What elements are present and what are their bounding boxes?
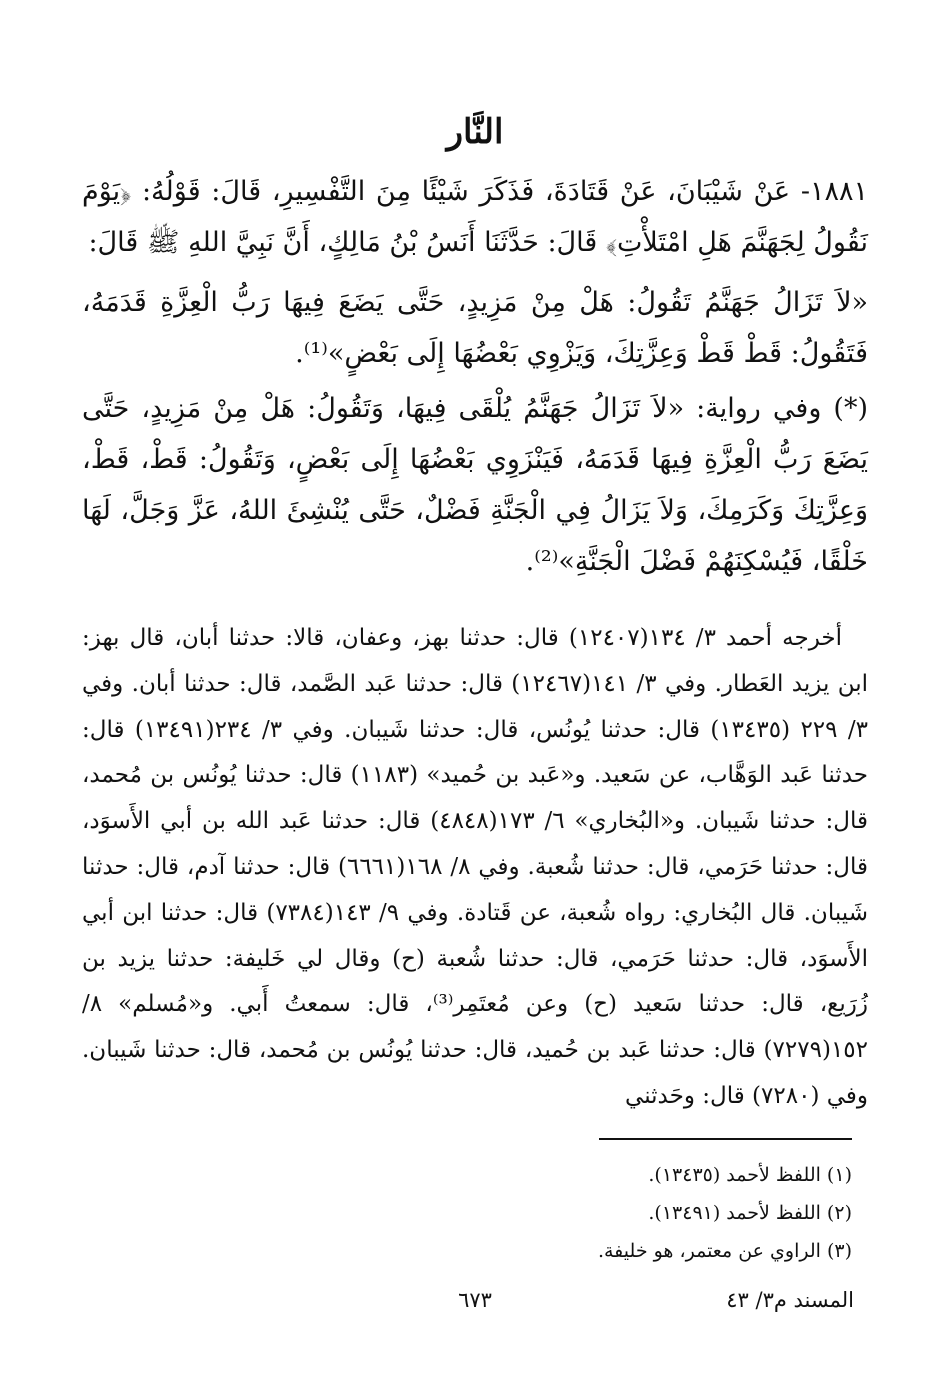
hadith-text [82, 166, 868, 587]
footnote-separator [599, 1138, 852, 1140]
footnote-3: (٣) الراوي عن معتمر، هو خليفة. [597, 1240, 852, 1262]
chapter-title: النَّار [446, 112, 504, 152]
page-footer [0, 1288, 950, 1328]
hadith-variant-narration: (*) وفي رواية: «لاَ تَزَالُ جَهَنَّمُ يُلْقَى فِيهَا، وَتَقُولُ: هَلْ مِنْ مَزِيدٍ، حَتَّى يَضَعَ رَبُّ الْعِزَّةِ فِيهَا قَدَمَهُ، فَيَنْزَوِي بَعْضُهَا إِلَى بَعْضٍ، وَتَقُولُ: قَطْ، قَطْ، وَعِزَّتِكَ وَكَرَمِكَ، وَلاَ يَزَالُ فِي الْجَنَّةِ فَضْلٌ، حَتَّى يُنْشِئَ اللهُ، عَزَّ وَجَلَّ، لَهَا خَلْقًا، فَيُسْكِنَهُمْ فَضْلَ الْجَنَّةِ»⁽²⁾. [82, 393, 868, 577]
page-number: ٦٧٣ [458, 1288, 492, 1312]
footnotes [152, 1156, 852, 1270]
printer-signature: المسند م٣/ ٤٣ [726, 1288, 854, 1312]
hadith-opening: ١٨٨١- عَنْ شَيْبَانَ، عَنْ قَتَادَةَ، فَذَكَرَ شَيْئًا مِنَ التَّفْسِيرِ، قَالَ: قَوْلُهُ: ﴿يَوْمَ نَقُولُ لِجَهَنَّمَ هَلِ امْتَلأْتِ﴾ قَالَ: حَدَّثَنَا أَنَسُ بْنُ مَالِكٍ، أَنَّ نَبِيَّ اللهِ ﷺ قَالَ: [82, 176, 868, 258]
takhrij-section [82, 616, 868, 1120]
footnote-2: (٢) اللفظ لأحمد (١٣٤٩١). [648, 1202, 852, 1224]
footnote-1: (١) اللفظ لأحمد (١٣٤٣٥). [648, 1164, 852, 1186]
hadith-quote: «لاَ تَزَالُ جَهَنَّمُ تَقُولُ: هَلْ مِنْ مَزِيدٍ، حَتَّى يَضَعَ فِيهَا رَبُّ الْعِزَّةِ قَدَمَهُ، فَتَقُولُ: قَطْ قَطْ وَعِزَّتِكَ، وَيَزْوِي بَعْضُهَا إِلَى بَعْضٍ»⁽¹⁾. [82, 287, 868, 369]
takhrij-paragraph: أخرجه أحمد ٣/ ١٣٤(١٢٤٠٧) قال: حدثنا بهز، وعفان، قالا: حدثنا أبان، قال بهز: ابن يزيد العَطار. وفي ٣/ ١٤١(١٢٤٦٧) قال: حدثنا عَبد الصَّمد، قال: حدثنا أبان. وفي ٣/ ٢٢٩ (١٣٤٣٥) قال: حدثنا يُونُس، قال: حدثنا شَيبان. وفي ٣/ ٢٣٤(١٣٤٩١) قال: حدثنا عَبد الوَهَّاب، عن سَعيد. و«عَبد بن حُميد» (١١٨٣) قال: حدثنا يُونُس بن مُحمد، قال: حدثنا شَيبان. و«البُخاري» ٦/ ١٧٣(٤٨٤٨) قال: حدثنا عَبد الله بن أبي الأَسوَد، قال: حدثنا حَرَمي، قال: حدثنا شُعبة. وفي ٨/ ١٦٨(٦٦٦١) قال: حدثنا آدم، قال: حدثنا شَيبان. قال البُخاري: رواه شُعبة، عن قَتادة. وفي ٩/ ١٤٣(٧٣٨٤) قال: حدثنا ابن أبي الأَسوَد، قال: حدثنا حَرَمي، قال: حدثنا شُعبة (ح) وقال لي خَليفة: حدثنا يزيد بن زُرَيع، قال: حدثنا سَعيد (ح) وعن مُعتَمِر⁽³⁾، قال: سمعتُ أَبي. و«مُسلم» ٨/ ١٥٢(٧٢٧٩) قال: حدثنا عَبد بن حُميد، قال: حدثنا يُونُس بن مُحمد، قال: حدثنا شَيبان. وفي (٧٢٨٠) قال: وحَدثني [82, 625, 869, 1109]
